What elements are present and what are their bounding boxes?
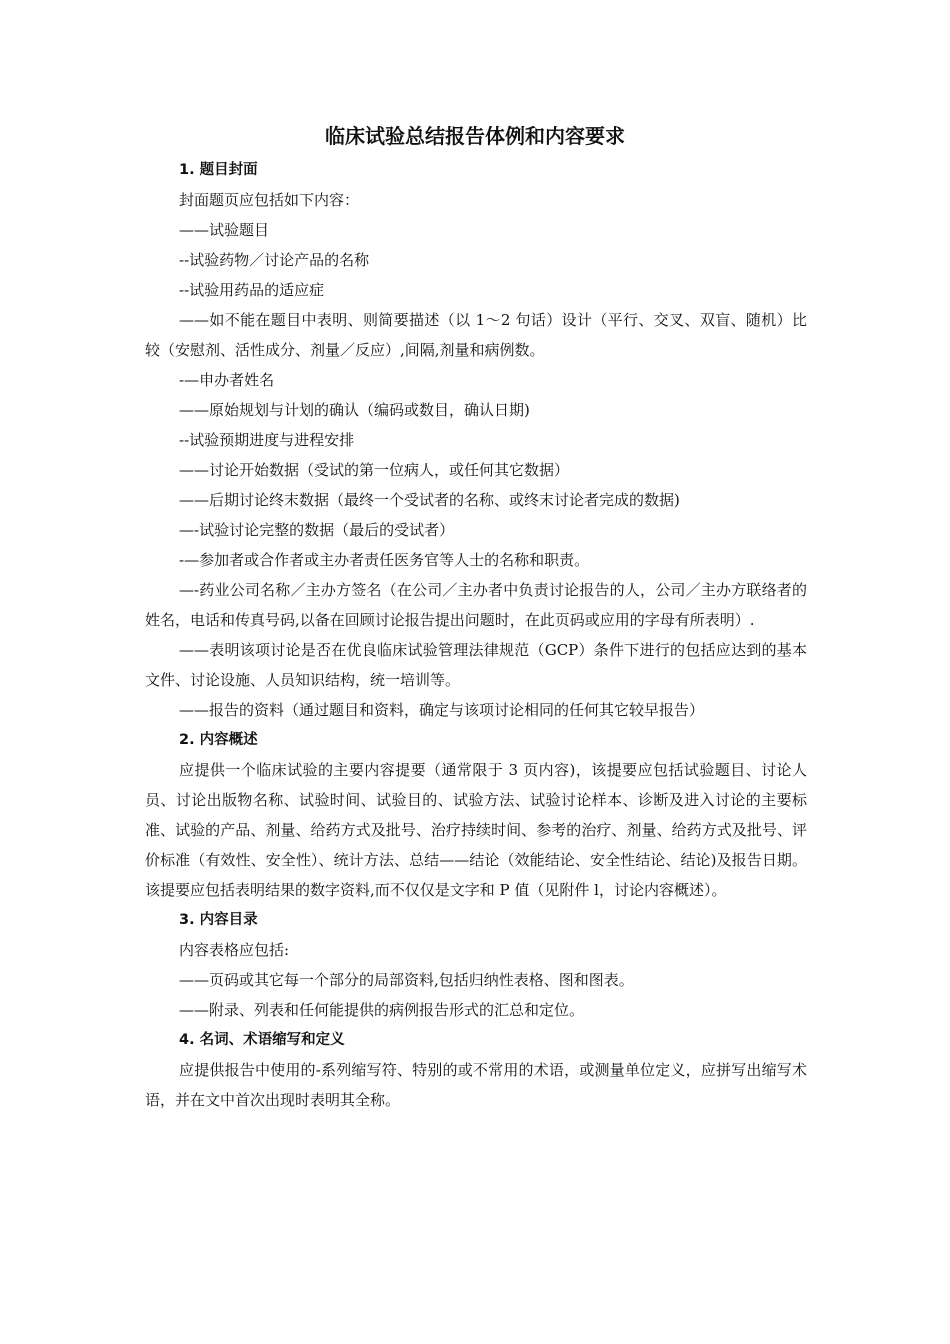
paragraph: ——页码或其它每一个部分的局部资料,包括归纳性表格、图和图表。: [179, 971, 634, 989]
paragraph: 应提供报告中使用的-系列缩写符、特别的或不常用的术语，或测量单位定义，应拼写出缩写术语，并在文中首次出现时表明其全称。: [145, 1061, 807, 1109]
paragraph: 应提供一个临床试验的主要内容提要（通常限于 3 页内容)，该提要应包括试验题目、讨论人员、讨论出版物名称、试验时间、试验目的、试验方法、试验讨论样本、诊断及进入讨论的主要标准、试验的产品、剂量、给药方式及批号、治疗持续时间、参考的治疗、剂量、给药方式及批号、评价标准（有效性、安全性）、统计方法、总结——结论（效能结论、安全性结论、结论)及报告日期。该提要应包括表明结果的数字资料,而不仅仅是文字和 P 值（见附件 l，讨论内容概述）。: [145, 761, 807, 899]
document-title: 临床试验总结报告体例和内容要求: [325, 124, 625, 148]
paragraph: -—参加者或合作者或主办者责任医务官等人士的名称和职责。: [179, 551, 590, 569]
paragraph: ——表明该项讨论是否在优良临床试验管理法律规范（GCP）条件下进行的包括应达到的基本文件、讨论设施、人员知识结构，统一培训等。: [145, 641, 807, 689]
paragraph: ——附录、列表和任何能提供的病例报告形式的汇总和定位。: [179, 1001, 585, 1019]
paragraph: —-药业公司名称／主办方签名（在公司／主办者中负责讨论报告的人，公司／主办方联络者的姓名，电话和传真号码,以备在回顾讨论报告提出问题时，在此页码或应用的字母有所表明）.: [145, 581, 807, 629]
section-heading: 1. 题目封面: [179, 162, 258, 178]
paragraph: --试验药物／讨论产品的名称: [179, 251, 370, 269]
paragraph: ——原始规划与计划的确认（编码或数目，确认日期): [179, 401, 530, 419]
paragraph: 内容表格应包括:: [179, 941, 290, 959]
paragraph: —-试验讨论完整的数据（最后的受试者）: [179, 521, 455, 539]
paragraph: ——后期讨论终末数据（最终一个受试者的名称、或终末讨论者完成的数据): [179, 491, 680, 509]
section-heading: 3. 内容目录: [179, 912, 258, 928]
paragraph: ——报告的资料（通过题目和资料，确定与该项讨论相同的任何其它较早报告）: [179, 701, 705, 719]
paragraph: --试验用药品的适应症: [179, 281, 325, 299]
paragraph: --试验预期进度与进程安排: [179, 431, 355, 449]
document-body: [145, 155, 807, 1115]
paragraph: ——如不能在题目中表明、则简要描述（以 1～2 句话）设计（平行、交叉、双盲、随机）比较（安慰剂、活性成分、剂量／反应）,间隔,剂量和病例数。: [145, 311, 807, 359]
paragraph: -—申办者姓名: [179, 371, 275, 389]
paragraph: 封面题页应包括如下内容：: [179, 191, 360, 209]
section-heading: 2. 内容概述: [179, 732, 258, 748]
section-heading: 4. 名词、术语缩写和定义: [179, 1032, 345, 1048]
paragraph: ——试验题目: [179, 221, 270, 239]
paragraph: ——讨论开始数据（受试的第一位病人，或任何其它数据）: [179, 461, 570, 479]
